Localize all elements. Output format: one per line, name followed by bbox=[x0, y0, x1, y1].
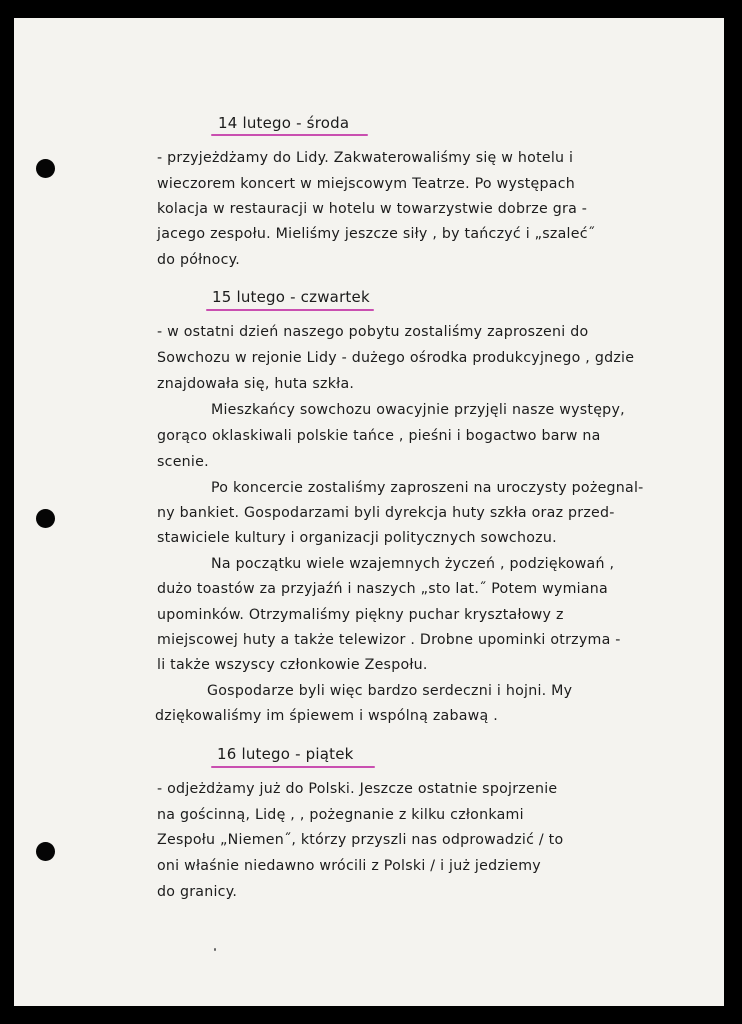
text-line: do północy. bbox=[157, 252, 241, 268]
text-line: li także wszyscy członkowie Zespołu. bbox=[157, 657, 428, 673]
text-line: miejscowej huty a także telewizor . Drobne upominki otrzyma - bbox=[157, 632, 621, 648]
text-line: upominków. Otrzymaliśmy piękny puchar kryształowy z bbox=[157, 607, 564, 623]
text-line: na gościnną, Lidę , , pożegnanie z kilku członkami bbox=[157, 807, 524, 823]
paper-speck bbox=[214, 948, 216, 951]
heading-underline bbox=[211, 134, 368, 136]
section-heading-16-lutego: 16 lutego - piątek bbox=[217, 745, 354, 763]
section-heading-14-lutego: 14 lutego - środa bbox=[218, 114, 350, 132]
text-line: Po koncercie zostaliśmy zaproszeni na uroczysty pożegnal- bbox=[211, 480, 644, 496]
document-page bbox=[14, 18, 724, 1006]
text-line: kolacja w restauracji w hotelu w towarzystwie dobrze gra - bbox=[157, 201, 588, 217]
text-line: wieczorem koncert w miejscowym Teatrze. Po występach bbox=[157, 176, 576, 192]
text-line: dużo toastów za przyjaźń i naszych „sto lat.˝ Potem wymiana bbox=[157, 581, 608, 597]
punch-hole-bottom bbox=[36, 842, 55, 861]
punch-hole-top bbox=[36, 159, 55, 178]
punch-hole-middle bbox=[36, 509, 55, 528]
text-line: Na początku wiele wzajemnych życzeń , podziękowań , bbox=[211, 556, 615, 572]
text-line: jacego zespołu. Mieliśmy jeszcze siły , by tańczyć i „szaleć˝ bbox=[157, 226, 596, 242]
text-line: do granicy. bbox=[157, 884, 238, 900]
text-line: scenie. bbox=[157, 454, 209, 470]
heading-underline bbox=[211, 766, 375, 768]
heading-underline bbox=[206, 309, 374, 311]
text-line: Zespołu „Niemen˝, którzy przyszli nas odprowadzić / to bbox=[157, 832, 564, 848]
text-line: Mieszkańcy sowchozu owacyjnie przyjęli nasze występy, bbox=[211, 402, 625, 418]
text-line: - odjeżdżamy już do Polski. Jeszcze ostatnie spojrzenie bbox=[157, 781, 558, 797]
section-heading-15-lutego: 15 lutego - czwartek bbox=[212, 288, 370, 306]
text-line: stawiciele kultury i organizacji politycznych sowchozu. bbox=[157, 530, 557, 546]
text-line: - przyjeżdżamy do Lidy. Zakwaterowaliśmy się w hotelu i bbox=[157, 150, 574, 166]
text-line: Gospodarze byli więc bardzo serdeczni i hojni. My bbox=[207, 683, 573, 699]
text-line: znajdowała się, huta szkła. bbox=[157, 376, 355, 392]
text-line: ny bankiet. Gospodarzami byli dyrekcja huty szkła oraz przed- bbox=[157, 505, 615, 521]
text-line: dziękowaliśmy im śpiewem i wspólną zabawą . bbox=[155, 708, 498, 724]
text-line: - w ostatni dzień naszego pobytu zostaliśmy zaproszeni do bbox=[157, 324, 589, 340]
text-line: gorąco oklaskiwali polskie tańce , pieśni i bogactwo barw na bbox=[157, 428, 601, 444]
text-line: Sowchozu w rejonie Lidy - dużego ośrodka produkcyjnego , gdzie bbox=[157, 350, 635, 366]
text-line: oni właśnie niedawno wrócili z Polski / i już jedziemy bbox=[157, 858, 541, 874]
